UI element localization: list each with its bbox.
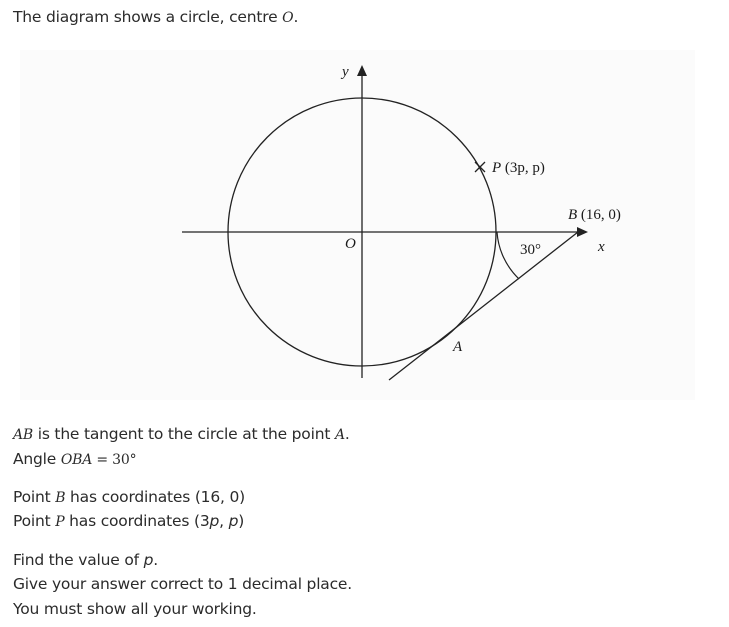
point-a-label: A <box>453 339 463 355</box>
tangent-end: . <box>344 425 350 443</box>
point-p-statement <box>13 512 244 530</box>
angle-text: Angle <box>13 450 61 468</box>
angle-name: OBA <box>60 452 93 468</box>
angle-value: = 30° <box>92 452 137 468</box>
find-var: p <box>143 551 154 569</box>
x-axis-label: x <box>598 239 605 255</box>
figure-background <box>20 50 695 400</box>
point-p-name: P <box>55 514 65 530</box>
answer-instruction: Give your answer correct to 1 decimal place. <box>13 575 352 593</box>
point-p-coords-1: has coordinates (3 <box>64 512 210 530</box>
point-p-label: P (3p, p) <box>492 160 545 176</box>
tangent-point: A <box>334 427 345 443</box>
find-instruction <box>13 551 158 569</box>
angle-statement <box>13 450 136 468</box>
tangent-statement <box>13 425 350 443</box>
point-b-text: Point <box>13 488 56 506</box>
intro-end: . <box>293 8 299 26</box>
y-axis-label: y <box>342 64 349 80</box>
segment-ab: AB <box>13 427 33 443</box>
point-p-text: Point <box>13 512 56 530</box>
tangent-text: is the tangent to the circle at the point <box>33 425 335 443</box>
point-b-coords: has coordinates (16, 0) <box>65 488 245 506</box>
point-b-label: B (16, 0) <box>568 207 621 223</box>
intro-centre-label: O <box>282 10 294 26</box>
point-p-coords-2: , <box>219 512 229 530</box>
point-p-var-2: p <box>228 512 239 530</box>
point-p-coords-3: ) <box>238 512 245 530</box>
find-text: Find the value of <box>13 551 144 569</box>
origin-label: O <box>345 236 356 252</box>
point-p-var-1: p <box>209 512 220 530</box>
angle-label: 30° <box>520 242 541 258</box>
working-instruction: You must show all your working. <box>13 600 257 618</box>
intro-text: The diagram shows a circle, centre <box>13 8 278 26</box>
point-b-statement <box>13 488 245 506</box>
point-b-name: B <box>55 490 66 506</box>
find-end: . <box>153 551 158 569</box>
